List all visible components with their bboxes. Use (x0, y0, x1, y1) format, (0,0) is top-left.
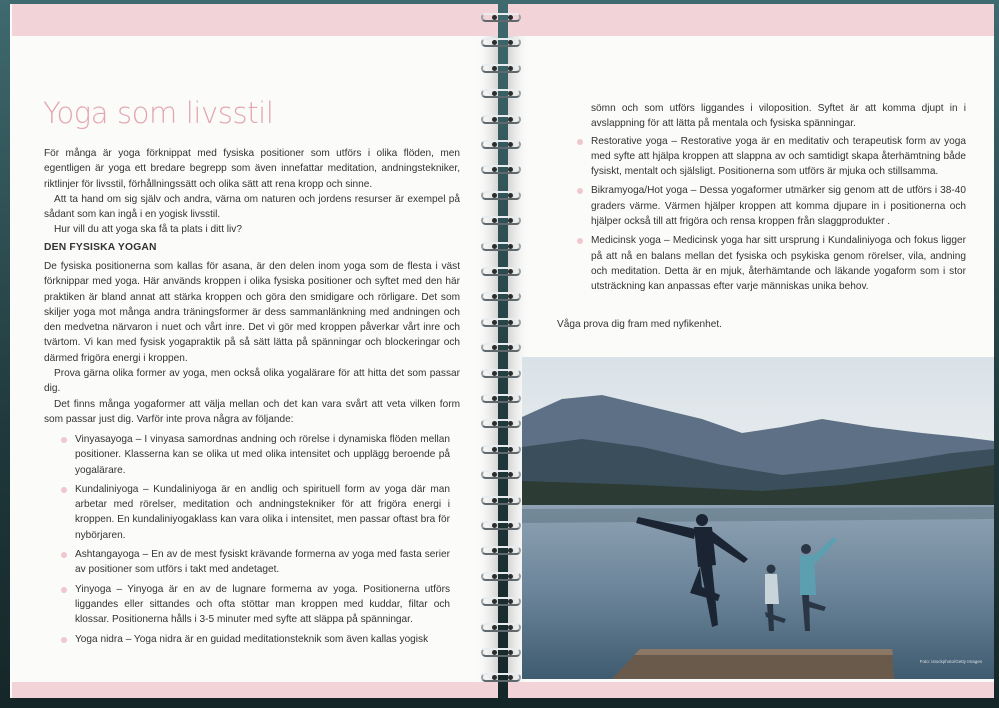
spiral-coil (478, 495, 526, 507)
photo-credit: Foto: istockphoto/Getty Images (919, 659, 982, 664)
spiral-coil (478, 37, 526, 49)
intro-paragraph: Hur vill du att yoga ska få ta plats i ditt liv? (54, 224, 242, 236)
spiral-coil (478, 291, 526, 303)
spiral-coil (478, 393, 526, 405)
intro-paragraph: Att ta hand om sig själv och andra, värna om naturen och jordens resurser är exempel på sådant som kan ingå i en yogisk livsstil. (44, 193, 460, 221)
spiral-coil (478, 164, 526, 176)
bullet-dot (61, 587, 67, 593)
list-item: Restorative yoga – Restorative yoga är en meditativ och terapeutisk form av yoga med syfte att hjälpa kroppen att slappna av och samtidigt skapa återhämtning både fysiskt, mentalt och själsligt. Positionerna som utförs är mjuka och stillsamma. (574, 134, 966, 180)
spiral-coil (478, 266, 526, 278)
intro-text (44, 146, 460, 238)
spiral-coil (478, 596, 526, 608)
bullet-dot (577, 238, 583, 244)
list-item: Bikramyoga/Hot yoga – Dessa yogaformer utmärker sig genom att de utförs i 38-40 graders värme. Värmen hjälper kroppen att komma djupare in i positionerna och hjälper också till att frigöra och rensa kroppen från slaggprodukter . (574, 183, 966, 229)
intro-paragraph: För många är yoga förknippat med fysiska positioner som utförs i olika flöden, men egentligen är yoga ett bredare begrepp som även innefattar meditation, andningstekniker, riktlinjer för livsstil, förhållningssätt och olika sätt att rena kropp och sinne. (44, 148, 460, 190)
bottom-pink-band (508, 682, 994, 698)
section-heading: DEN FYSISKA YOGAN (44, 242, 157, 253)
lake-dock-image (522, 357, 994, 679)
bottom-pink-band (12, 682, 498, 698)
spiral-coil (478, 215, 526, 227)
body-paragraph: Prova gärna olika former av yoga, men också olika yogalärare för att hitta det som passar dig. (44, 368, 460, 395)
yoga-family-photo (522, 357, 994, 679)
spiral-coil (478, 139, 526, 151)
bullet-dot (61, 637, 67, 643)
spiral-coil (478, 622, 526, 634)
list-item: Kundaliniyoga – Kundaliniyoga är en andlig och spirituell form av yoga där man arbetar med rörelser, meditation och andningstekniker för att frigöra energi i kroppen. En kundaliniyogaklass kan vara olika i intensitet, men passar oftast bra för nybörjaren. (58, 482, 450, 543)
list-item: Medicinsk yoga – Medicinsk yoga har sitt ursprung i Kundaliniyoga och fokus ligger på att nå en balans mellan det fysiska och psykiska genom rörelser, vila, andning och meditation. Detta är en mjuk, återhämtande och läkande yogaform som i stor utsträckning kan anpassas efter varje människas unika behov. (574, 233, 966, 294)
spiral-coil (478, 571, 526, 583)
right-page (508, 4, 994, 698)
top-pink-band (12, 4, 498, 36)
list-item: Yoga nidra – Yoga nidra är en guidad meditationsteknik som även kallas yogisk (58, 632, 450, 647)
body-paragraph: De fysiska positionerna som kallas för asana, är den delen inom yoga som de flesta i väst förknippar med yoga. Här används kroppen i olika fysiska positioner och syftet med den här praktiken är bland annat att stärka kroppen och göra den smidigare och rörligare. Det som skiljer yoga mot många andra träningsformer är dess sammanlänkning med andningen och den medvetna närvaron i nuet och vårt inre. Det vi gör med kroppen påverkar vårt inre och tvärtom. Vi kan med fysisk yogapraktik på så sätt lätta på spänningar och blockeringar och därmed frigöra energi i kroppen. (44, 261, 460, 364)
spiral-coil (478, 520, 526, 532)
bullet-dot (61, 552, 67, 558)
spiral-coil (478, 469, 526, 481)
spiral-coil (478, 672, 526, 684)
continuation-text: sömn och som utförs liggandes i viloposition. Syftet är att komma djupt in i avslappning för att lätta på mentala och fysiska spänningar. (591, 103, 966, 130)
body-paragraph: Det finns många yogaformer att välja mellan och det kan vara svårt att veta vilken form som passar just dig. Varför inte prova några av följande: (44, 398, 460, 425)
bullet-dot (577, 188, 583, 194)
list-item: Yinyoga – Yinyoga är en av de lugnare formerna av yoga. Positionerna utförs liggandes eller sittandes och ofta stöttar man kroppen med kuddar, filtar och klossar. Positionerna hålls i 3-5 minuter med syfte att släppa på spänningar. (58, 582, 450, 628)
left-page (10, 4, 498, 698)
spiral-coil (478, 63, 526, 75)
spiral-coil (478, 342, 526, 354)
bullet-dot (577, 139, 583, 145)
list-item: Vinyasayoga – I vinyasa samordnas andning och rörelse i dynamiska flöden mellan positioner. Klasserna kan se olika ut med olika intensitet och upplägg beroende på yogalärare. (58, 432, 450, 478)
spiral-coil (478, 418, 526, 430)
right-text (574, 101, 966, 299)
yoga-forms-list (58, 432, 450, 651)
spiral-coil (478, 368, 526, 380)
spiral-coil (478, 647, 526, 659)
spiral-coil (478, 114, 526, 126)
closing-line: Våga prova dig fram med nyfikenhet. (557, 319, 722, 330)
spiral-coil (478, 190, 526, 202)
spiral-coil (478, 545, 526, 557)
spiral-coil (478, 88, 526, 100)
spiral-coil (478, 444, 526, 456)
bullet-dot (61, 487, 67, 493)
bullet-dot (61, 437, 67, 443)
spiral-coil (478, 12, 526, 24)
spiral-coil (478, 241, 526, 253)
spiral-coil (478, 317, 526, 329)
body-text (44, 259, 460, 427)
top-pink-band (508, 4, 994, 36)
page-title: Yoga som livsstil (43, 96, 274, 130)
list-item: Ashtangayoga – En av de mest fysiskt krävande formerna av yoga med fasta serier av positioner som utförs i takt med andetaget. (58, 547, 450, 578)
